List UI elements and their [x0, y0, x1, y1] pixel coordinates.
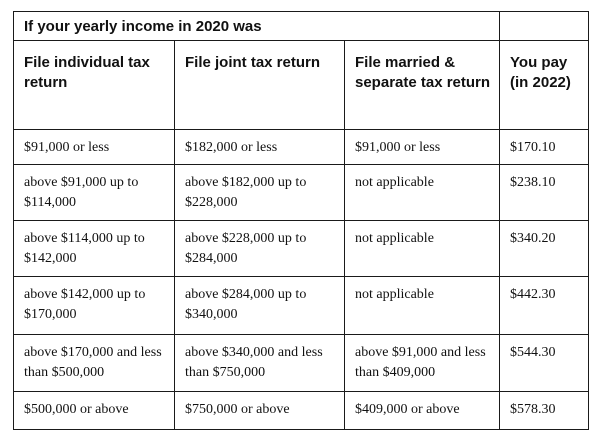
cell-married-separate: not applicable [345, 277, 500, 335]
table-row [14, 335, 589, 392]
cell-joint: above $340,000 and less than $750,000 [175, 335, 345, 392]
header-joint: File joint tax return [175, 41, 345, 130]
cell-married-separate: $91,000 or less [345, 130, 500, 165]
cell-married-separate: not applicable [345, 221, 500, 277]
cell-married-separate: above $91,000 and less than $409,000 [345, 335, 500, 392]
table-row [14, 130, 589, 165]
table-title: If your yearly income in 2020 was [14, 12, 500, 41]
table-title-spacer [500, 12, 589, 41]
cell-individual: above $170,000 and less than $500,000 [14, 335, 175, 392]
cell-joint: $750,000 or above [175, 392, 345, 430]
cell-you-pay: $578.30 [500, 392, 589, 430]
cell-individual: $500,000 or above [14, 392, 175, 430]
table-title-row [14, 12, 589, 41]
cell-joint: above $228,000 up to $284,000 [175, 221, 345, 277]
header-married-separate: File married & separate tax return [345, 41, 500, 130]
cell-joint: above $182,000 up to $228,000 [175, 165, 345, 221]
cell-joint: above $284,000 up to $340,000 [175, 277, 345, 335]
cell-married-separate: not applicable [345, 165, 500, 221]
table-row [14, 277, 589, 335]
cell-individual: above $114,000 up to $142,000 [14, 221, 175, 277]
cell-you-pay: $442.30 [500, 277, 589, 335]
table-row [14, 221, 589, 277]
cell-individual: above $91,000 up to $114,000 [14, 165, 175, 221]
table-header-row [14, 41, 589, 130]
table-row [14, 165, 589, 221]
cell-joint: $182,000 or less [175, 130, 345, 165]
cell-individual: $91,000 or less [14, 130, 175, 165]
header-individual: File individual tax return [14, 41, 175, 130]
cell-married-separate: $409,000 or above [345, 392, 500, 430]
cell-you-pay: $238.10 [500, 165, 589, 221]
cell-you-pay: $544.30 [500, 335, 589, 392]
table-row [14, 392, 589, 430]
cell-individual: above $142,000 up to $170,000 [14, 277, 175, 335]
cell-you-pay: $340.20 [500, 221, 589, 277]
header-you-pay: You pay (in 2022) [500, 41, 589, 130]
cell-you-pay: $170.10 [500, 130, 589, 165]
premium-table-container [13, 11, 588, 430]
income-premium-table [13, 11, 589, 430]
